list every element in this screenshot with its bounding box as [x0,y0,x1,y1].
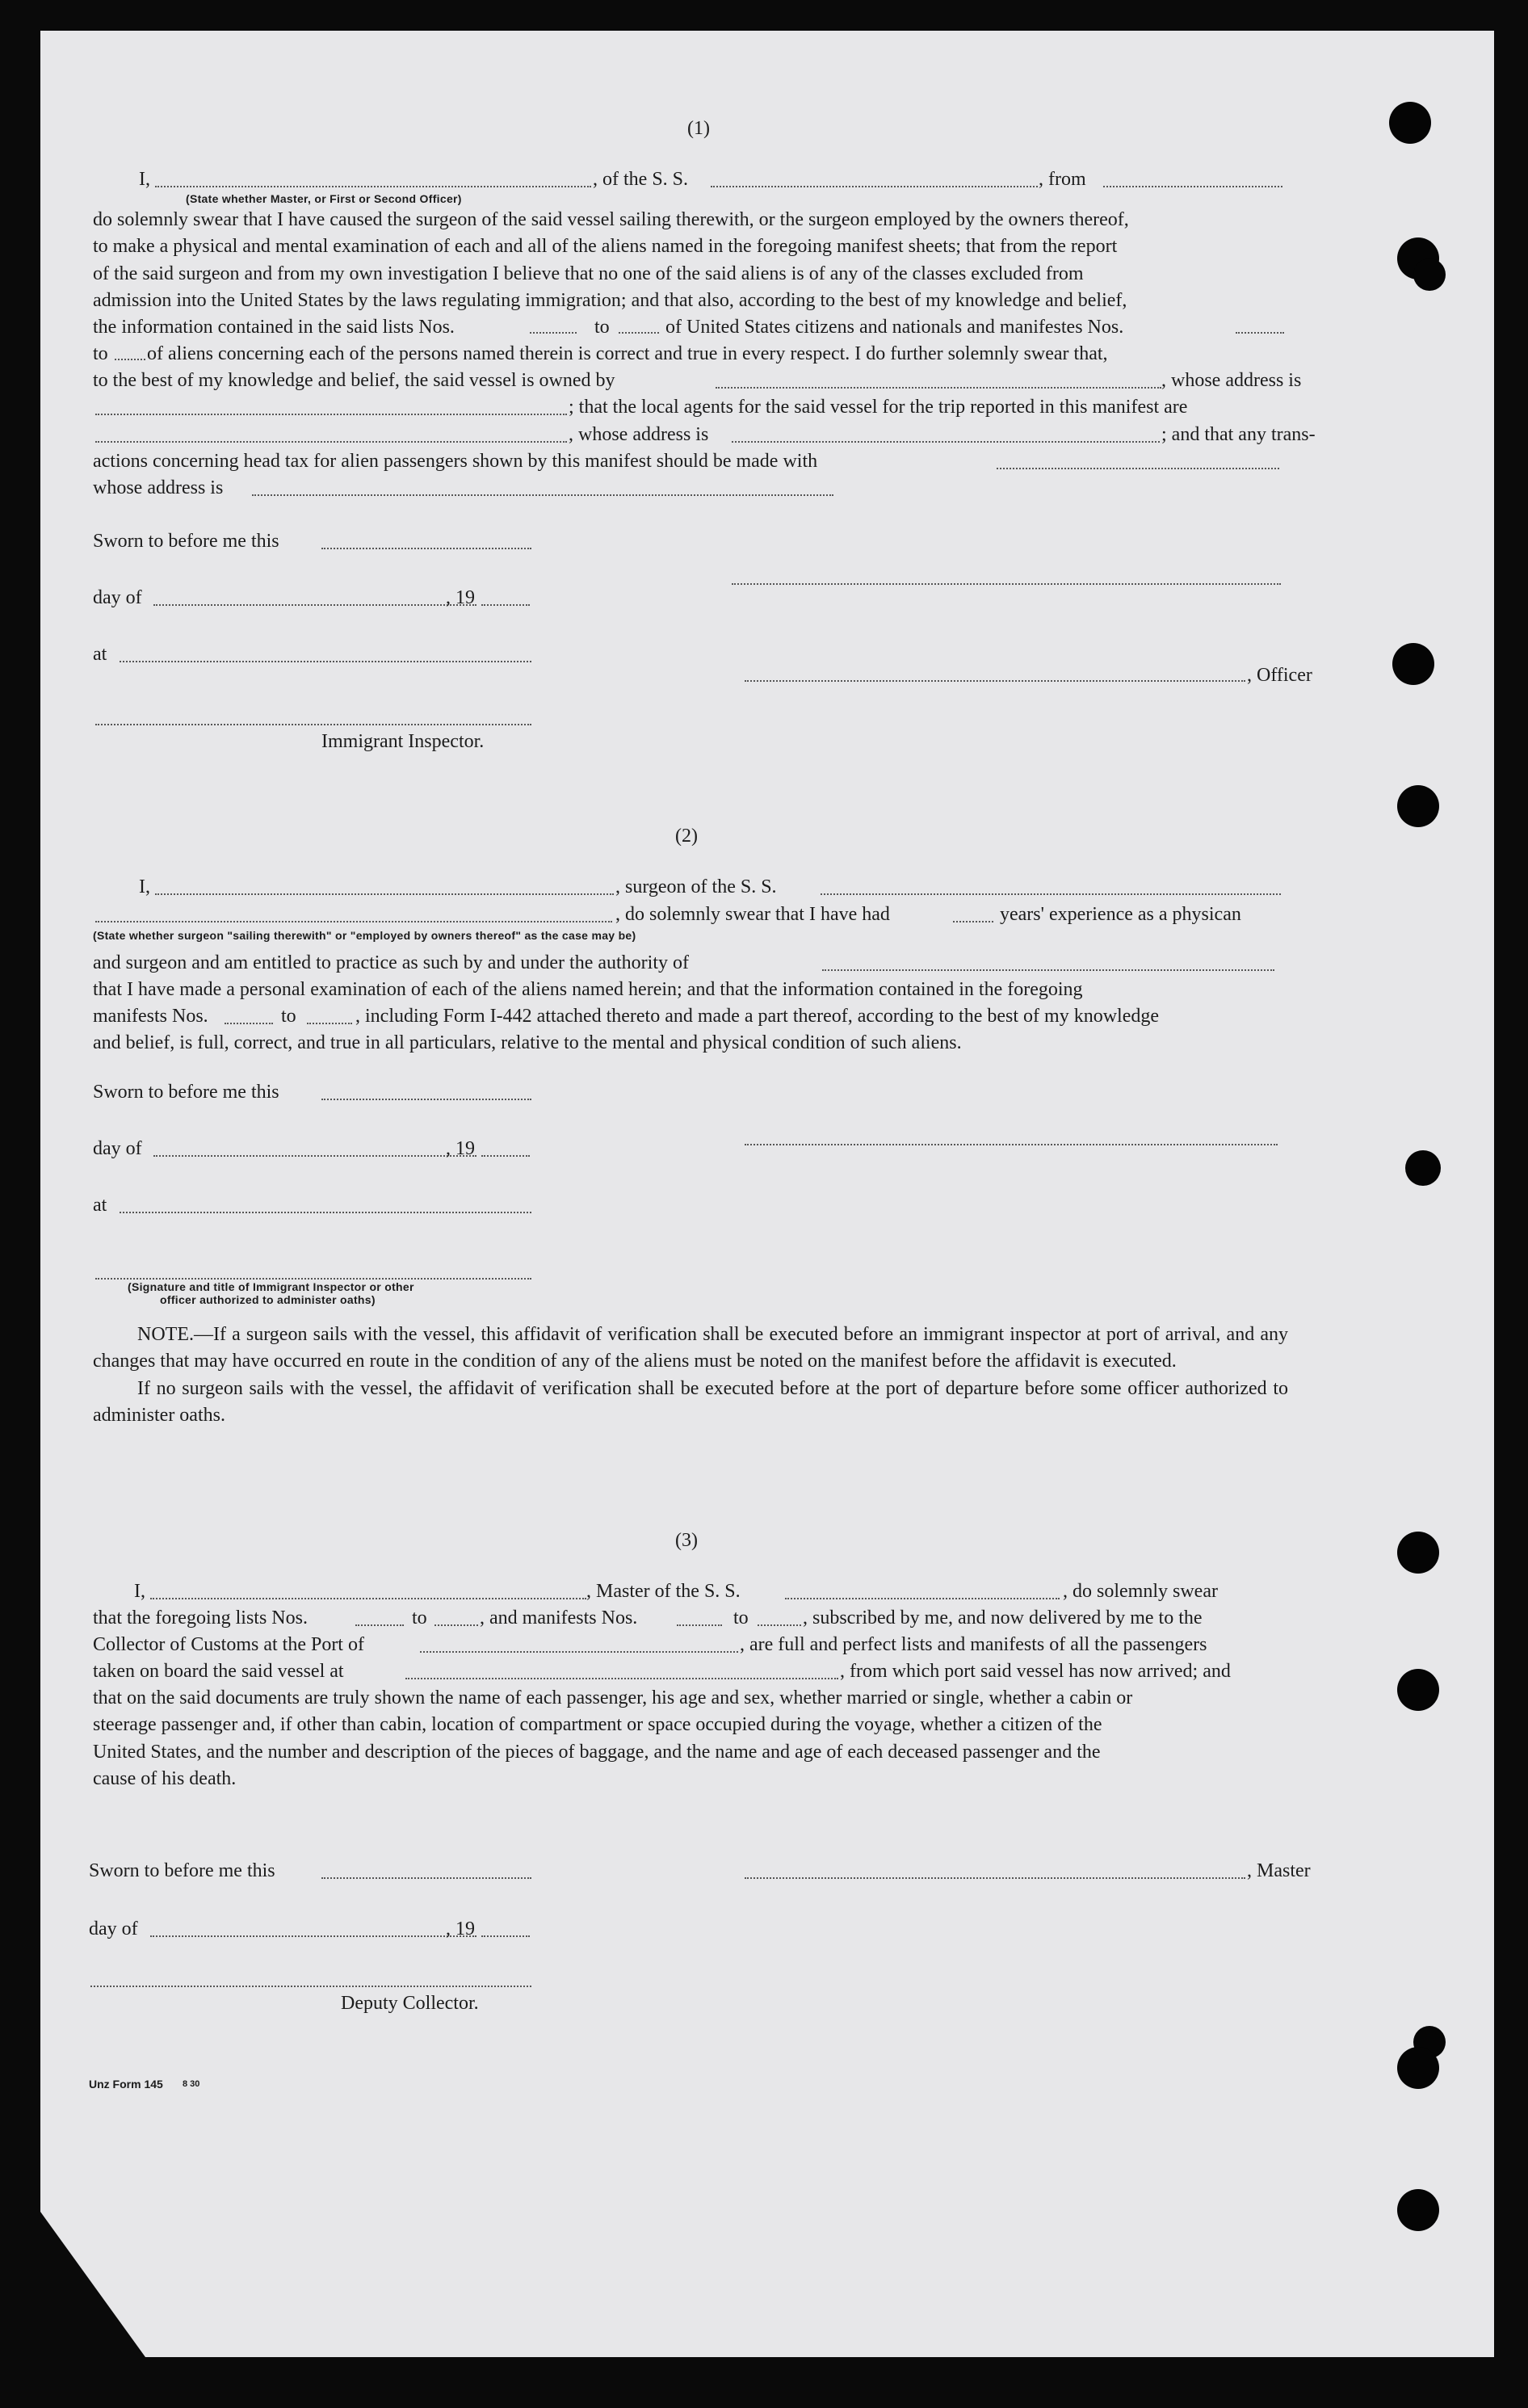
s1-body-line: admission into the United States by the laws regulating immigration; and that also, according to the best of my knowledge and belief, [93,289,1127,311]
s1-whose-address: whose address is [93,477,224,498]
s3-body-line: United States, and the number and description of the pieces of baggage, and the name and age of each deceased passenger and the [93,1741,1101,1763]
punch-hole [1397,1669,1439,1711]
punch-hole [1397,2047,1439,2089]
s2-at: at [93,1195,107,1216]
s2-years: years' experience as a physican [1000,904,1241,925]
s3-ship-blank[interactable] [785,1598,1060,1599]
s2-i-label: I, [139,876,150,897]
s3-i-label: I, [134,1581,145,1602]
punch-hole [1397,2189,1439,2231]
s3-sworn-blank[interactable] [321,1877,531,1879]
s3-list-to-blank[interactable] [434,1624,478,1626]
s3-year: , 19 [446,1918,475,1939]
s1-day-of: day of [93,587,142,608]
s1-owner-address-blank[interactable] [95,414,567,415]
s2-year: , 19 [446,1138,475,1159]
s1-manifest-from-blank[interactable] [1236,332,1284,334]
s3-departure-port-blank[interactable] [405,1678,838,1679]
s1-owned-address: , whose address is [1161,370,1302,391]
s1-sworn: Sworn to before me this [93,531,279,552]
s3-taken-a: taken on board the said vessel at [93,1661,344,1682]
s3-lists-c: , subscribed by me, and now delivered by me to the [803,1607,1203,1628]
s1-aliens-text: of aliens concerning each of the persons named therein is correct and true in every respect. I do further solemnly swear that, [147,343,1108,364]
s1-agents-address-blank[interactable] [732,441,1160,443]
s1-officer-signature-line[interactable] [745,680,1245,682]
s3-body-line: steerage passenger and, if other than cabin, location of compartment or space occupied during the voyage, whether a citizen of the [93,1714,1102,1736]
s3-sworn: Sworn to before me this [89,1860,275,1881]
s1-i-label: I, [139,169,150,190]
s2-years-blank[interactable] [953,921,993,922]
s2-sworn-blank[interactable] [321,1099,531,1100]
form-id: Unz Form 145 [89,2078,163,2091]
section-3-number: (3) [675,1530,698,1551]
s1-head-tax-blank[interactable] [997,468,1279,469]
s1-manifest-to-blank[interactable] [115,359,145,360]
s2-year-blank[interactable] [481,1155,530,1157]
s3-manifest-from-blank[interactable] [677,1624,722,1626]
s1-officer-label: , Officer [1247,665,1312,686]
s1-agents-blank[interactable] [95,441,567,443]
s3-deputy-signature-line[interactable] [90,1986,531,1987]
s3-body-line: that on the said documents are truly shown the name of each passenger, his age and sex, whether married or single, whether a cabin or [93,1687,1133,1708]
s3-collector-b: , are full and perfect lists and manifests of all the passengers [740,1634,1207,1655]
s3-day-blank[interactable] [150,1935,476,1937]
s3-list-from-blank[interactable] [355,1624,404,1626]
s1-inspector-label: Immigrant Inspector. [321,731,485,752]
s2-manifests-b: , including Form I-442 attached thereto and made a part thereof, according to the best of my knowledge [355,1006,1160,1027]
s1-info-to: to [594,317,610,338]
s1-from-blank[interactable] [1103,186,1282,187]
punch-hole [1413,258,1446,291]
s1-sworn-blank[interactable] [321,548,531,549]
s1-owned-text: to the best of my knowledge and belief, the said vessel is owned by [93,370,615,391]
s3-collector-a: Collector of Customs at the Port of [93,1634,364,1655]
s3-name-blank[interactable] [150,1598,586,1599]
s1-year: , 19 [446,587,475,608]
s1-body-line: to make a physical and mental examination of each and all of the aliens named in the foregoing manifest sheets; that from the report [93,236,1118,258]
s1-agents-text: ; that the local agents for the said vessel for the trip reported in this manifest are [569,397,1188,418]
section-1-number: (1) [687,118,710,139]
form-date: 8 30 [183,2079,200,2089]
s1-at: at [93,644,107,665]
s1-agents-address: , whose address is [569,424,709,445]
s3-port-blank[interactable] [420,1651,738,1653]
s1-body-line: of the said surgeon and from my own investigation I believe that no one of the said aliens is of any of the classes excluded from [93,263,1084,284]
s1-day-blank[interactable] [153,604,476,606]
s1-body [93,207,1288,314]
s2-sig-note-1: (Signature and title of Immigrant Inspector or other [128,1280,414,1293]
s3-body-line: cause of his death. [93,1767,237,1789]
s3-manifest-to-blank[interactable] [758,1624,801,1626]
s2-note-p2: If no surgeon sails with the vessel, the affidavit of verification shall be executed before at the port of departure before some officer authorized to administer oaths. [93,1377,1288,1426]
s2-day-of: day of [93,1138,142,1159]
s3-master-signature-line[interactable] [745,1877,1245,1879]
s2-manifests-to: to [281,1006,296,1027]
s3-lists-a: that the foregoing lists Nos. [93,1607,308,1628]
s3-year-blank[interactable] [481,1935,530,1937]
s3-lists-to: to [412,1607,427,1628]
s2-sworn: Sworn to before me this [93,1082,279,1103]
punch-hole [1405,1150,1441,1186]
torn-corner [40,2212,145,2357]
s2-practice: and surgeon and am entitled to practice as such by and under the authority of [93,952,689,973]
s2-manifest-from-blank[interactable] [225,1023,273,1024]
s1-head-tax-address-blank[interactable] [252,494,833,496]
s2-solemnly: , do solemnly swear that I have had [615,904,890,925]
s1-actions-text: actions concerning head tax for alien passengers shown by this manifest should be made with [93,451,818,472]
s1-of-ss-label: , of the S. S. [593,169,689,190]
section-2-number: (2) [675,826,698,847]
s1-list-to-blank[interactable] [619,332,659,334]
s3-master-of: , Master of the S. S. [586,1581,741,1602]
s2-at-blank[interactable] [120,1212,531,1213]
s2-note-p1: NOTE.—If a surgeon sails with the vessel, this affidavit of verification shall be executed before an immigrant inspector at port of arrival, and any changes that may have occurred en route in the condition of any of the aliens must be noted on the manifest before the affidavit is executed. [93,1324,1288,1372]
s1-at-blank[interactable] [120,661,531,662]
s2-body-b: and belief, is full, correct, and true in all particulars, relative to the mental and physical condition of such aliens. [93,1032,962,1053]
s1-to2: to [93,343,108,364]
punch-hole [1397,785,1439,827]
s2-manifest-to-blank[interactable] [307,1023,352,1024]
s1-ship-blank[interactable] [711,186,1038,187]
s1-body-line: do solemnly swear that I have caused the surgeon of the said vessel sailing therewith, or the surgeon employed by the owners thereof, [93,209,1129,230]
s3-lists-to2: to [733,1607,749,1628]
s2-day-blank[interactable] [153,1155,476,1157]
s3-do-solemnly: , do solemnly swear [1063,1581,1218,1602]
s3-day-of: day of [89,1918,138,1939]
s3-taken-b: , from which port said vessel has now arrived; and [840,1661,1231,1682]
s3-body [93,1685,1288,1792]
manifest-affidavit-page [40,31,1494,2357]
s2-ship-blank[interactable] [821,893,1281,895]
s2-manifests-label: manifests Nos. [93,1006,208,1027]
s2-body-a: that I have made a personal examination of each of the aliens named herein; and that the information contained in the foregoing [93,979,1083,1000]
s1-inspector-signature-line[interactable] [95,724,531,725]
s2-name-blank[interactable] [155,893,614,895]
s1-info-label: the information contained in the said lists Nos. [93,317,455,338]
s1-master-signature-line[interactable] [732,583,1281,585]
s1-role-note: (State whether Master, or First or Second Officer) [186,192,462,205]
s3-lists-b: , and manifests Nos. [480,1607,638,1628]
s1-info-b: of United States citizens and nationals and manifestes Nos. [665,317,1124,338]
s3-deputy-label: Deputy Collector. [341,1993,479,2014]
s2-note [93,1322,1288,1429]
s1-list-from-blank[interactable] [530,332,577,334]
s1-from-label: , from [1039,169,1086,190]
punch-hole [1392,643,1434,685]
s2-authority-blank[interactable] [822,969,1274,971]
s2-role-note: (State whether surgeon "sailing therewith" or "employed by owners thereof" as the case may be) [93,929,636,942]
s2-surgeon-signature-line[interactable] [745,1144,1278,1145]
s1-year-blank[interactable] [481,604,530,606]
s1-owner-blank[interactable] [716,387,1161,389]
s2-sig-note-2: officer authorized to administer oaths) [160,1293,376,1306]
s3-master-label: , Master [1247,1860,1311,1881]
s2-surgeon-of: , surgeon of the S. S. [615,876,777,897]
s1-transactions-tail: ; and that any trans- [1161,424,1316,445]
